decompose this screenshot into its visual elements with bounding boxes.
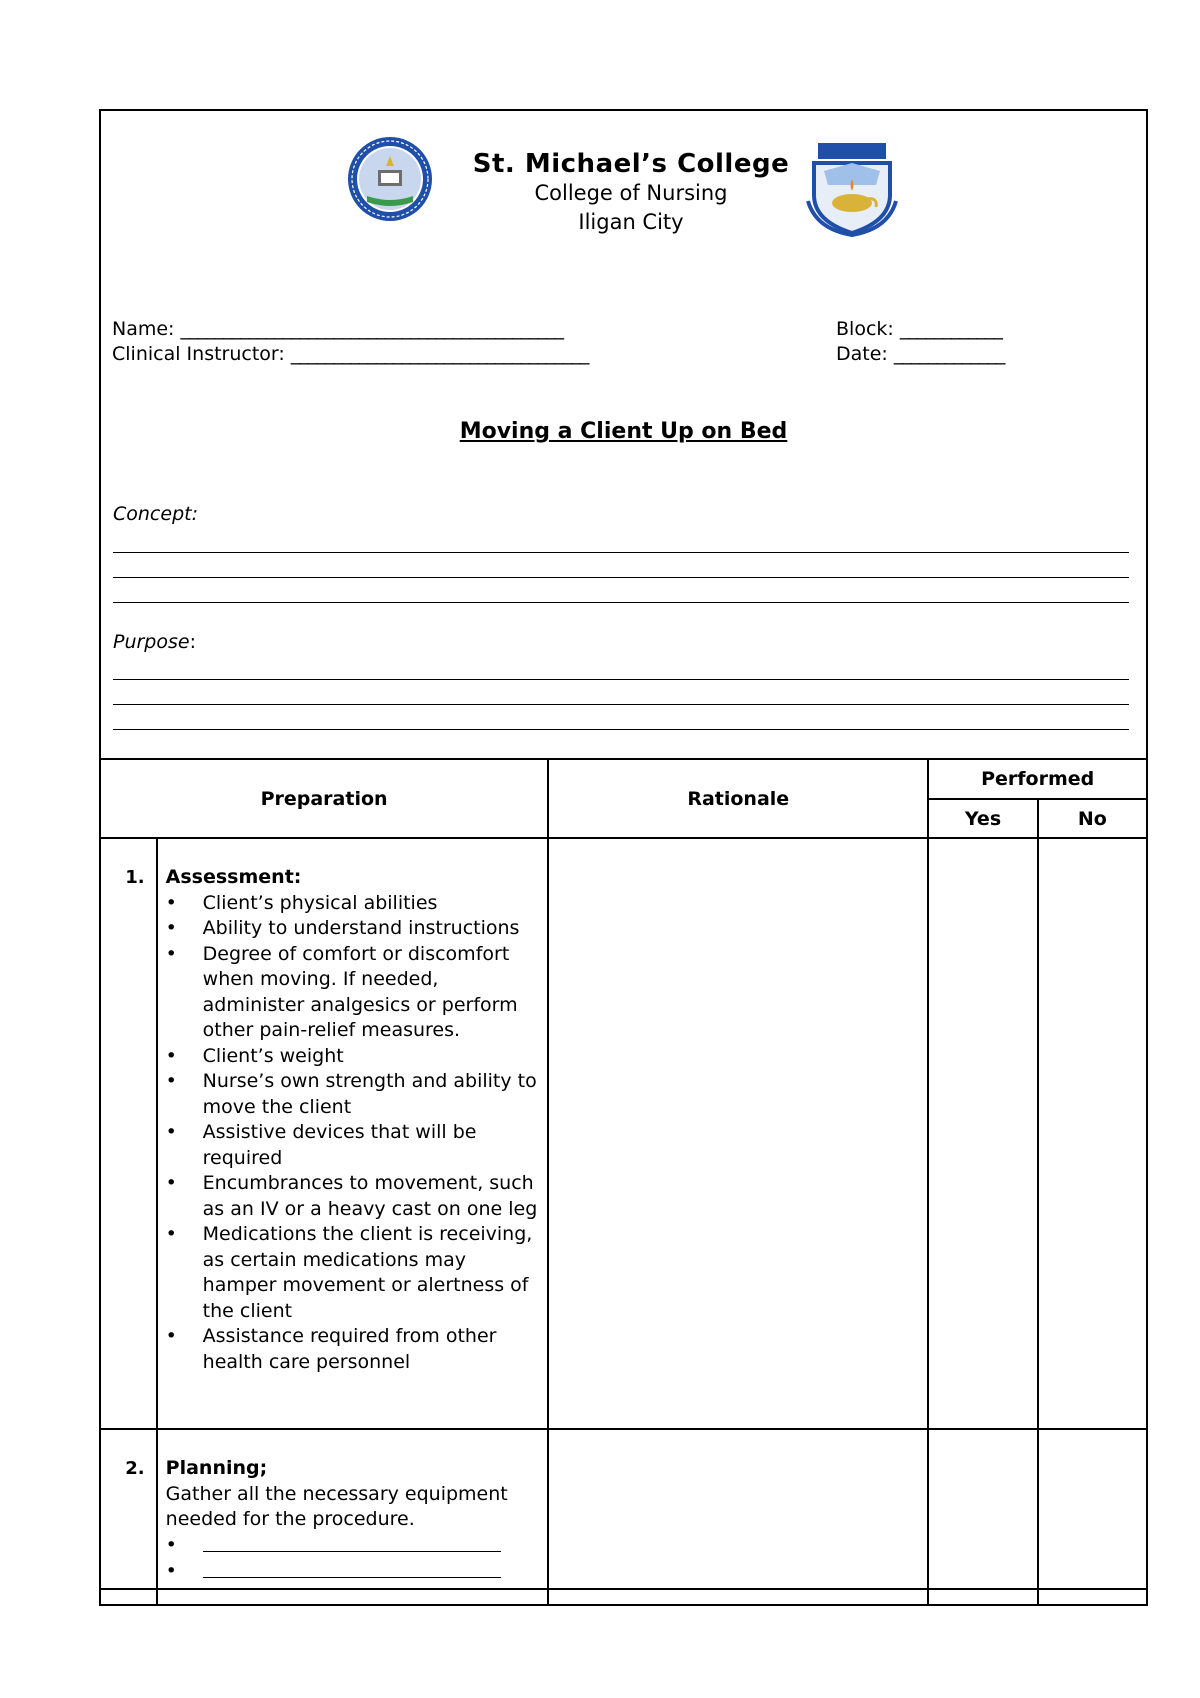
preparation-cell <box>157 838 548 1429</box>
instructor-label: Clinical Instructor: <box>112 343 285 365</box>
concept-label: Concept: <box>113 503 198 525</box>
equipment-list <box>166 1533 539 1586</box>
no-header: No <box>1038 799 1147 838</box>
rationale-header: Rationale <box>548 759 928 838</box>
equipment-blank[interactable] <box>203 1559 501 1578</box>
college-title-block <box>461 149 801 237</box>
step-description: Gather all the necessary equipment needed for the procedure. <box>165 1482 508 1530</box>
step-number: 2. <box>125 1458 145 1479</box>
college-seal-logo <box>347 136 433 222</box>
yes-header: Yes <box>928 799 1037 838</box>
date-field[interactable] <box>836 342 1004 367</box>
nursing-crest-logo <box>806 141 898 237</box>
list-item: • Encumbrances to movement, such as an IV or a heavy cast on one leg <box>166 1171 539 1222</box>
step-number: 1. <box>125 867 145 888</box>
rationale-cell[interactable] <box>548 1429 928 1605</box>
step-number-cell <box>100 838 157 1429</box>
list-item: • Nurse’s own strength and ability to move the client <box>166 1069 539 1120</box>
list-item: • Assistance required from other health care personnel <box>166 1324 539 1375</box>
list-item: • Ability to understand instructions <box>166 916 539 942</box>
name-blank[interactable]: _____________________________________________ <box>180 318 564 340</box>
concept-line-3[interactable] <box>113 602 1129 603</box>
table-row <box>100 838 1147 1429</box>
purpose-line-2[interactable] <box>113 704 1129 705</box>
performed-header: Performed <box>928 759 1147 799</box>
performed-no-cell[interactable] <box>1038 1429 1147 1605</box>
name-field[interactable] <box>112 317 563 342</box>
instructor-field[interactable] <box>112 342 588 367</box>
purpose-colon: : <box>189 631 196 653</box>
concept-line-1[interactable] <box>113 552 1129 553</box>
date-blank[interactable]: _____________ <box>893 343 1005 365</box>
purpose-line-3[interactable] <box>113 729 1129 730</box>
performed-no-cell[interactable] <box>1038 838 1147 1429</box>
purpose-line-1[interactable] <box>113 679 1129 680</box>
form-header <box>101 111 1146 761</box>
college-name: St. Michael’s College <box>472 149 790 179</box>
concept-line-2[interactable] <box>113 577 1129 578</box>
list-item: • Client’s physical abilities <box>166 891 539 917</box>
preparation-header: Preparation <box>100 759 548 838</box>
purpose-label-text: Purpose <box>113 631 190 653</box>
instructor-blank[interactable]: ___________________________________ <box>290 343 589 365</box>
step-title: Assessment: <box>165 866 302 888</box>
list-item: • Medications the client is receiving, as certain medications may hamper movement or alertness of the client <box>166 1222 539 1324</box>
equipment-blank[interactable] <box>203 1533 501 1552</box>
procedure-checklist-table <box>99 758 1148 1606</box>
date-label: Date: <box>836 343 888 365</box>
purpose-label <box>113 631 196 653</box>
rationale-cell[interactable] <box>548 838 928 1429</box>
assessment-list <box>166 891 539 1376</box>
department-name: College of Nursing <box>534 181 728 205</box>
performed-yes-cell[interactable] <box>928 838 1037 1429</box>
list-item[interactable] <box>166 1533 539 1560</box>
list-item: • Degree of comfort or discomfort when moving. If needed, administer analgesics or perform other pain-relief measures. <box>166 942 539 1044</box>
name-label: Name: <box>112 318 175 340</box>
table-row <box>100 1429 1147 1605</box>
block-field[interactable] <box>836 317 1002 342</box>
city-name: Iligan City <box>578 210 684 234</box>
block-blank[interactable]: ____________ <box>899 318 1002 340</box>
step-title: Planning; <box>165 1457 268 1479</box>
list-item: • Client’s weight <box>166 1044 539 1070</box>
performed-yes-cell[interactable] <box>928 1429 1037 1605</box>
block-label: Block: <box>836 318 894 340</box>
list-item[interactable] <box>166 1559 539 1586</box>
list-item: • Assistive devices that will be required <box>166 1120 539 1171</box>
preparation-cell <box>157 1429 548 1605</box>
step-number-cell <box>100 1429 157 1605</box>
form-frame <box>99 109 1148 1590</box>
procedure-title: Moving a Client Up on Bed <box>459 419 788 444</box>
